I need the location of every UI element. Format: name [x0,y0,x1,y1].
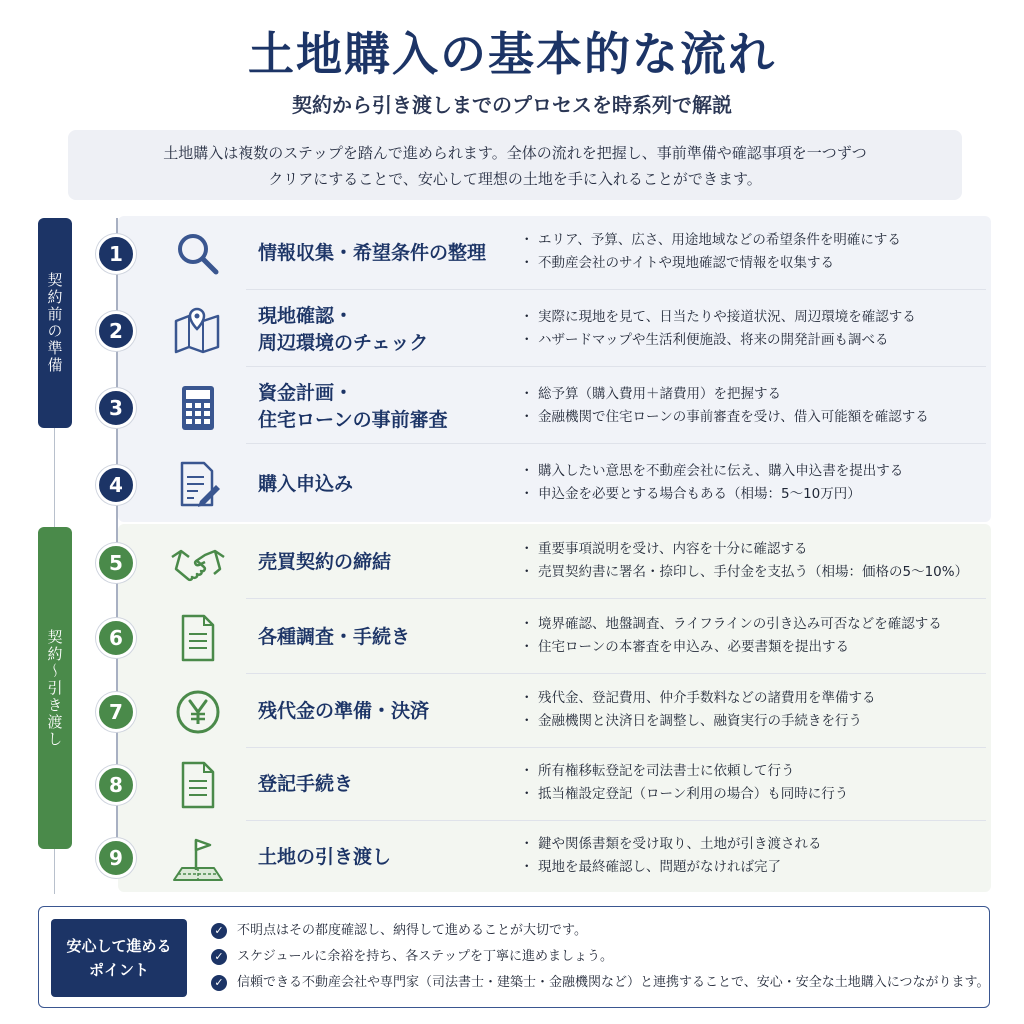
step-5 [96,525,986,599]
step-number: 1 [96,234,136,274]
calculator-icon [170,380,226,436]
step-title: 残代金の準備・決済 [258,699,430,722]
step-bullet: ・ 残代金、登記費用、仲介手数料などの諸費用を準備する [520,687,990,710]
step-number: 7 [96,692,136,732]
step-divider [246,443,986,444]
key-point-text: スケジュールに余裕を持ち、各ステップを丁寧に進めましょう。 [237,949,613,964]
step-bullet: ・ 金融機関で住宅ローンの事前審査を受け、借入可能額を確認する [520,406,990,429]
key-points-label: 安心して進める ポイント [51,919,187,997]
key-point-item [211,970,989,996]
step-bullet: ・ 重要事項説明を受け、内容を十分に確認する [520,538,990,561]
map-pin-icon [170,303,226,359]
step-bullet: ・ 所有権移転登記を司法書士に依頼して行う [520,760,990,783]
step-number: 5 [96,543,136,583]
step-title: 売買契約の締結 [258,550,392,573]
step-number: 4 [96,465,136,505]
key-point-item [211,944,989,970]
step-bullets [520,538,990,584]
step-7 [96,674,986,748]
step-bullets [520,383,990,429]
page-title: 土地購入の基本的な流れ [248,27,776,81]
step-bullets [520,613,990,659]
document-pen-icon [170,457,226,513]
key-points-box [38,906,990,1008]
page-subtitle: 契約から引き渡しまでのプロセスを時系列で解説 [292,93,732,117]
step-bullets [520,306,990,352]
step-1 [96,216,986,290]
phase-connector [54,849,55,894]
key-point-text: 不明点はその都度確認し、納得して進めることが大切です。 [237,923,587,938]
step-bullet: ・ 金融機関と決済日を調整し、融資実行の手続きを行う [520,710,990,733]
step-bullet: ・ 申込金を必要とする場合もある（相場：5〜10万円） [520,483,990,506]
step-title: 各種調査・手続き [258,625,411,648]
step-bullets [520,229,990,275]
step-number: 3 [96,388,136,428]
step-bullet: ・ 購入したい意思を不動産会社に伝え、購入申込書を提出する [520,460,990,483]
key-points-list [211,918,989,996]
check-icon: ✓ [211,923,227,939]
step-title: 登記手続き [258,772,354,795]
step-bullet: ・ 総予算（購入費用＋諸費用）を把握する [520,383,990,406]
intro-line-1: 土地購入は複数のステップを踏んで進められます。全体の流れを把握し、事前準備や確認事項を一つずつ [163,144,867,162]
step-bullets [520,460,990,506]
step-2 [96,293,986,367]
step-bullets [520,833,990,879]
step-bullet: ・ ハザードマップや生活利便施設、将来の開発計画も調べる [520,329,990,352]
land-flag-icon [170,830,226,886]
step-title: 土地の引き渡し [258,845,392,868]
step-8 [96,747,986,821]
document-icon [170,610,226,666]
step-bullet: ・ 現地を最終確認し、問題がなければ完了 [520,856,990,879]
step-bullet: ・ 住宅ローンの本審査を申込み、必要書類を提出する [520,636,990,659]
step-number: 9 [96,838,136,878]
phase-label-pre-contract: 契約前の準備 [38,218,72,428]
step-title: 現地確認・ 周辺環境のチェック [258,305,429,354]
key-point-item [211,918,989,944]
step-4 [96,447,986,521]
handshake-icon [170,535,226,591]
magnifier-icon [170,226,226,282]
check-icon: ✓ [211,975,227,991]
step-bullet: ・ 境界確認、地盤調査、ライフラインの引き込み可否などを確認する [520,613,990,636]
intro-line-2: クリアにすることで、安心して理想の土地を手に入れることができます。 [268,170,762,188]
phase-label-contract-to-handover: 契約〜引き渡し [38,527,72,849]
step-divider [246,366,986,367]
step-number: 8 [96,765,136,805]
step-bullets [520,760,990,806]
intro-box [68,130,962,200]
check-icon: ✓ [211,949,227,965]
step-bullet: ・ 鍵や関係書類を受け取り、土地が引き渡される [520,833,990,856]
step-number: 2 [96,311,136,351]
step-bullet: ・ 売買契約書に署名・捺印し、手付金を支払う（相場：価格の5〜10%） [520,561,990,584]
step-bullet: ・ 実際に現地を見て、日当たりや接道状況、周辺環境を確認する [520,306,990,329]
step-9 [96,820,986,894]
step-bullet: ・ 不動産会社のサイトや現地確認で情報を収集する [520,252,990,275]
step-divider [246,598,986,599]
step-title: 資金計画・ 住宅ローンの事前審査 [258,382,448,431]
step-number: 6 [96,618,136,658]
step-6 [96,600,986,674]
step-title: 購入申込み [258,472,354,495]
yen-icon [170,684,226,740]
step-title: 情報収集・希望条件の整理 [258,241,487,264]
key-point-text: 信頼できる不動産会社や専門家（司法書士・建築士・金融機関など）と連携することで、安心・安全な土地購入につながります。 [237,975,990,990]
step-bullet: ・ エリア、予算、広さ、用途地域などの希望条件を明確にする [520,229,990,252]
step-divider [246,289,986,290]
step-3 [96,370,986,444]
step-bullet: ・ 抵当権設定登記（ローン利用の場合）も同時に行う [520,783,990,806]
phase-connector [54,428,55,527]
step-bullets [520,687,990,733]
document-icon [170,757,226,813]
